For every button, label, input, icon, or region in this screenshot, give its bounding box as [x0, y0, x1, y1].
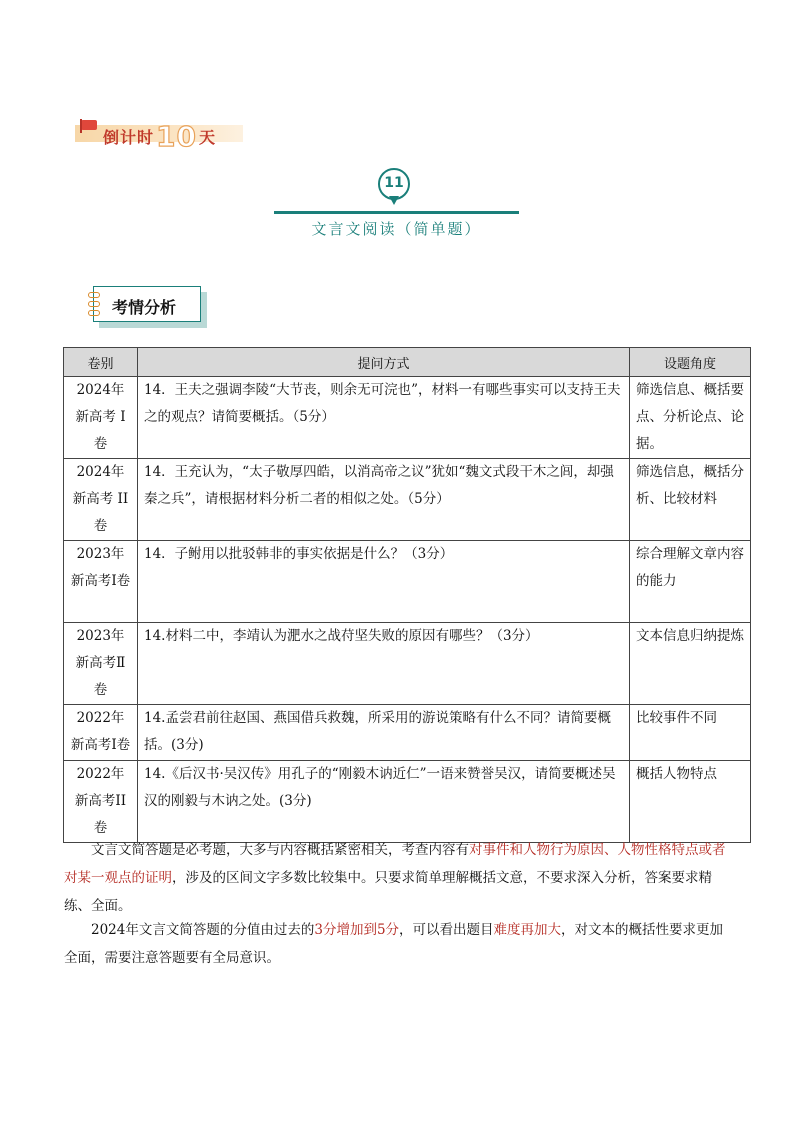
volume-cell: 2023年新高考I卷	[64, 541, 138, 623]
volume-cell: 2023年新高考Ⅱ卷	[64, 623, 138, 705]
angle-cell: 筛选信息，概括分析、比较材料	[630, 459, 751, 541]
question-cell: 14．子鲋用以批驳韩非的事实依据是什么？（3分）	[138, 541, 630, 623]
text-span: ，对文本的概括性要求更加全面，需要注意答题要有全局意识。	[64, 922, 724, 966]
text-span: 文言文简答题是必考题，大多与内容概括紧密相关，考查内容有	[91, 842, 469, 858]
countdown-banner	[75, 113, 245, 153]
banner-number: 10	[156, 120, 197, 153]
angle-cell: 比较事件不同	[630, 705, 751, 761]
angle-cell: 概括人物特点	[630, 761, 751, 843]
banner-suffix: 天	[198, 128, 216, 147]
question-cell: 14.《后汉书·吴汉传》用孔子的“刚毅木讷近仁”一语来赞誉吴汉，请简要概述吴汉的刚毅与木讷之处。(3分)	[138, 761, 630, 843]
flag-icon	[79, 119, 101, 133]
analysis-paragraph-1	[64, 836, 730, 920]
question-cell: 14.材料二中，李靖认为淝水之战苻坚失败的原因有哪些？（3分）	[138, 623, 630, 705]
section-number-badge: 11	[378, 168, 410, 200]
table-row	[64, 459, 751, 541]
angle-cell: 文本信息归纳提炼	[630, 623, 751, 705]
section-title: 文言文阅读（简单题）	[311, 220, 482, 238]
banner-text	[103, 117, 216, 153]
table-row	[64, 377, 751, 459]
spiral-ring-icon	[88, 292, 100, 298]
table-header-row	[64, 348, 751, 377]
banner-prefix: 倒计时	[103, 128, 155, 147]
header-volume: 卷别	[64, 348, 138, 377]
header-angle: 设题角度	[630, 348, 751, 377]
text-span: ，涉及的区间文字多数比较集中。只要求简单理解概括文意，不要求深入分析，答案要求精练、全面。	[64, 870, 712, 914]
table-row	[64, 623, 751, 705]
volume-cell: 2024年新高考 II卷	[64, 459, 138, 541]
section-divider	[274, 211, 519, 214]
spiral-ring-icon	[88, 301, 100, 307]
question-cell: 14.孟尝君前往赵国、燕国借兵救魏，所采用的游说策略有什么不同？请简要概括。(3分)	[138, 705, 630, 761]
exam-analysis-table	[63, 347, 751, 843]
volume-cell: 2024年新高考 I卷	[64, 377, 138, 459]
highlight-span: 对事件和人物行为原因、人物性格特点或者对某一观点的证明	[64, 842, 726, 886]
badge-pointer	[389, 196, 399, 205]
highlight-span: 难度再加大	[493, 922, 562, 938]
analysis-paragraph-2	[64, 916, 730, 972]
analysis-frame	[93, 286, 201, 322]
angle-cell: 筛选信息、概括要点、分析论点、论据。	[630, 377, 751, 459]
table-row	[64, 705, 751, 761]
volume-cell: 2022年新高考II卷	[64, 761, 138, 843]
spiral-ring-icon	[88, 310, 100, 316]
analysis-heading-box	[93, 286, 205, 324]
question-cell: 14．王夫之强调李陵“大节丧，则余无可浣也”，材料一有哪些事实可以支持王夫之的观点？请简要概括。（5分）	[138, 377, 630, 459]
table-row	[64, 541, 751, 623]
text-span: 2024年文言文简答题的分值由过去的	[91, 922, 315, 938]
volume-cell: 2022年新高考I卷	[64, 705, 138, 761]
angle-cell: 综合理解文章内容的能力	[630, 541, 751, 623]
text-span: ，可以看出题目	[399, 922, 494, 938]
question-cell: 14．王充认为，“太子敬厚四皓，以消高帝之议”犹如“魏文式段干木之闾，却强秦之兵”，请根据材料分析二者的相似之处。（5分）	[138, 459, 630, 541]
header-question: 提问方式	[138, 348, 630, 377]
table-row	[64, 761, 751, 843]
analysis-title: 考情分析	[112, 298, 177, 317]
highlight-span: 3分增加到5分	[314, 922, 400, 938]
